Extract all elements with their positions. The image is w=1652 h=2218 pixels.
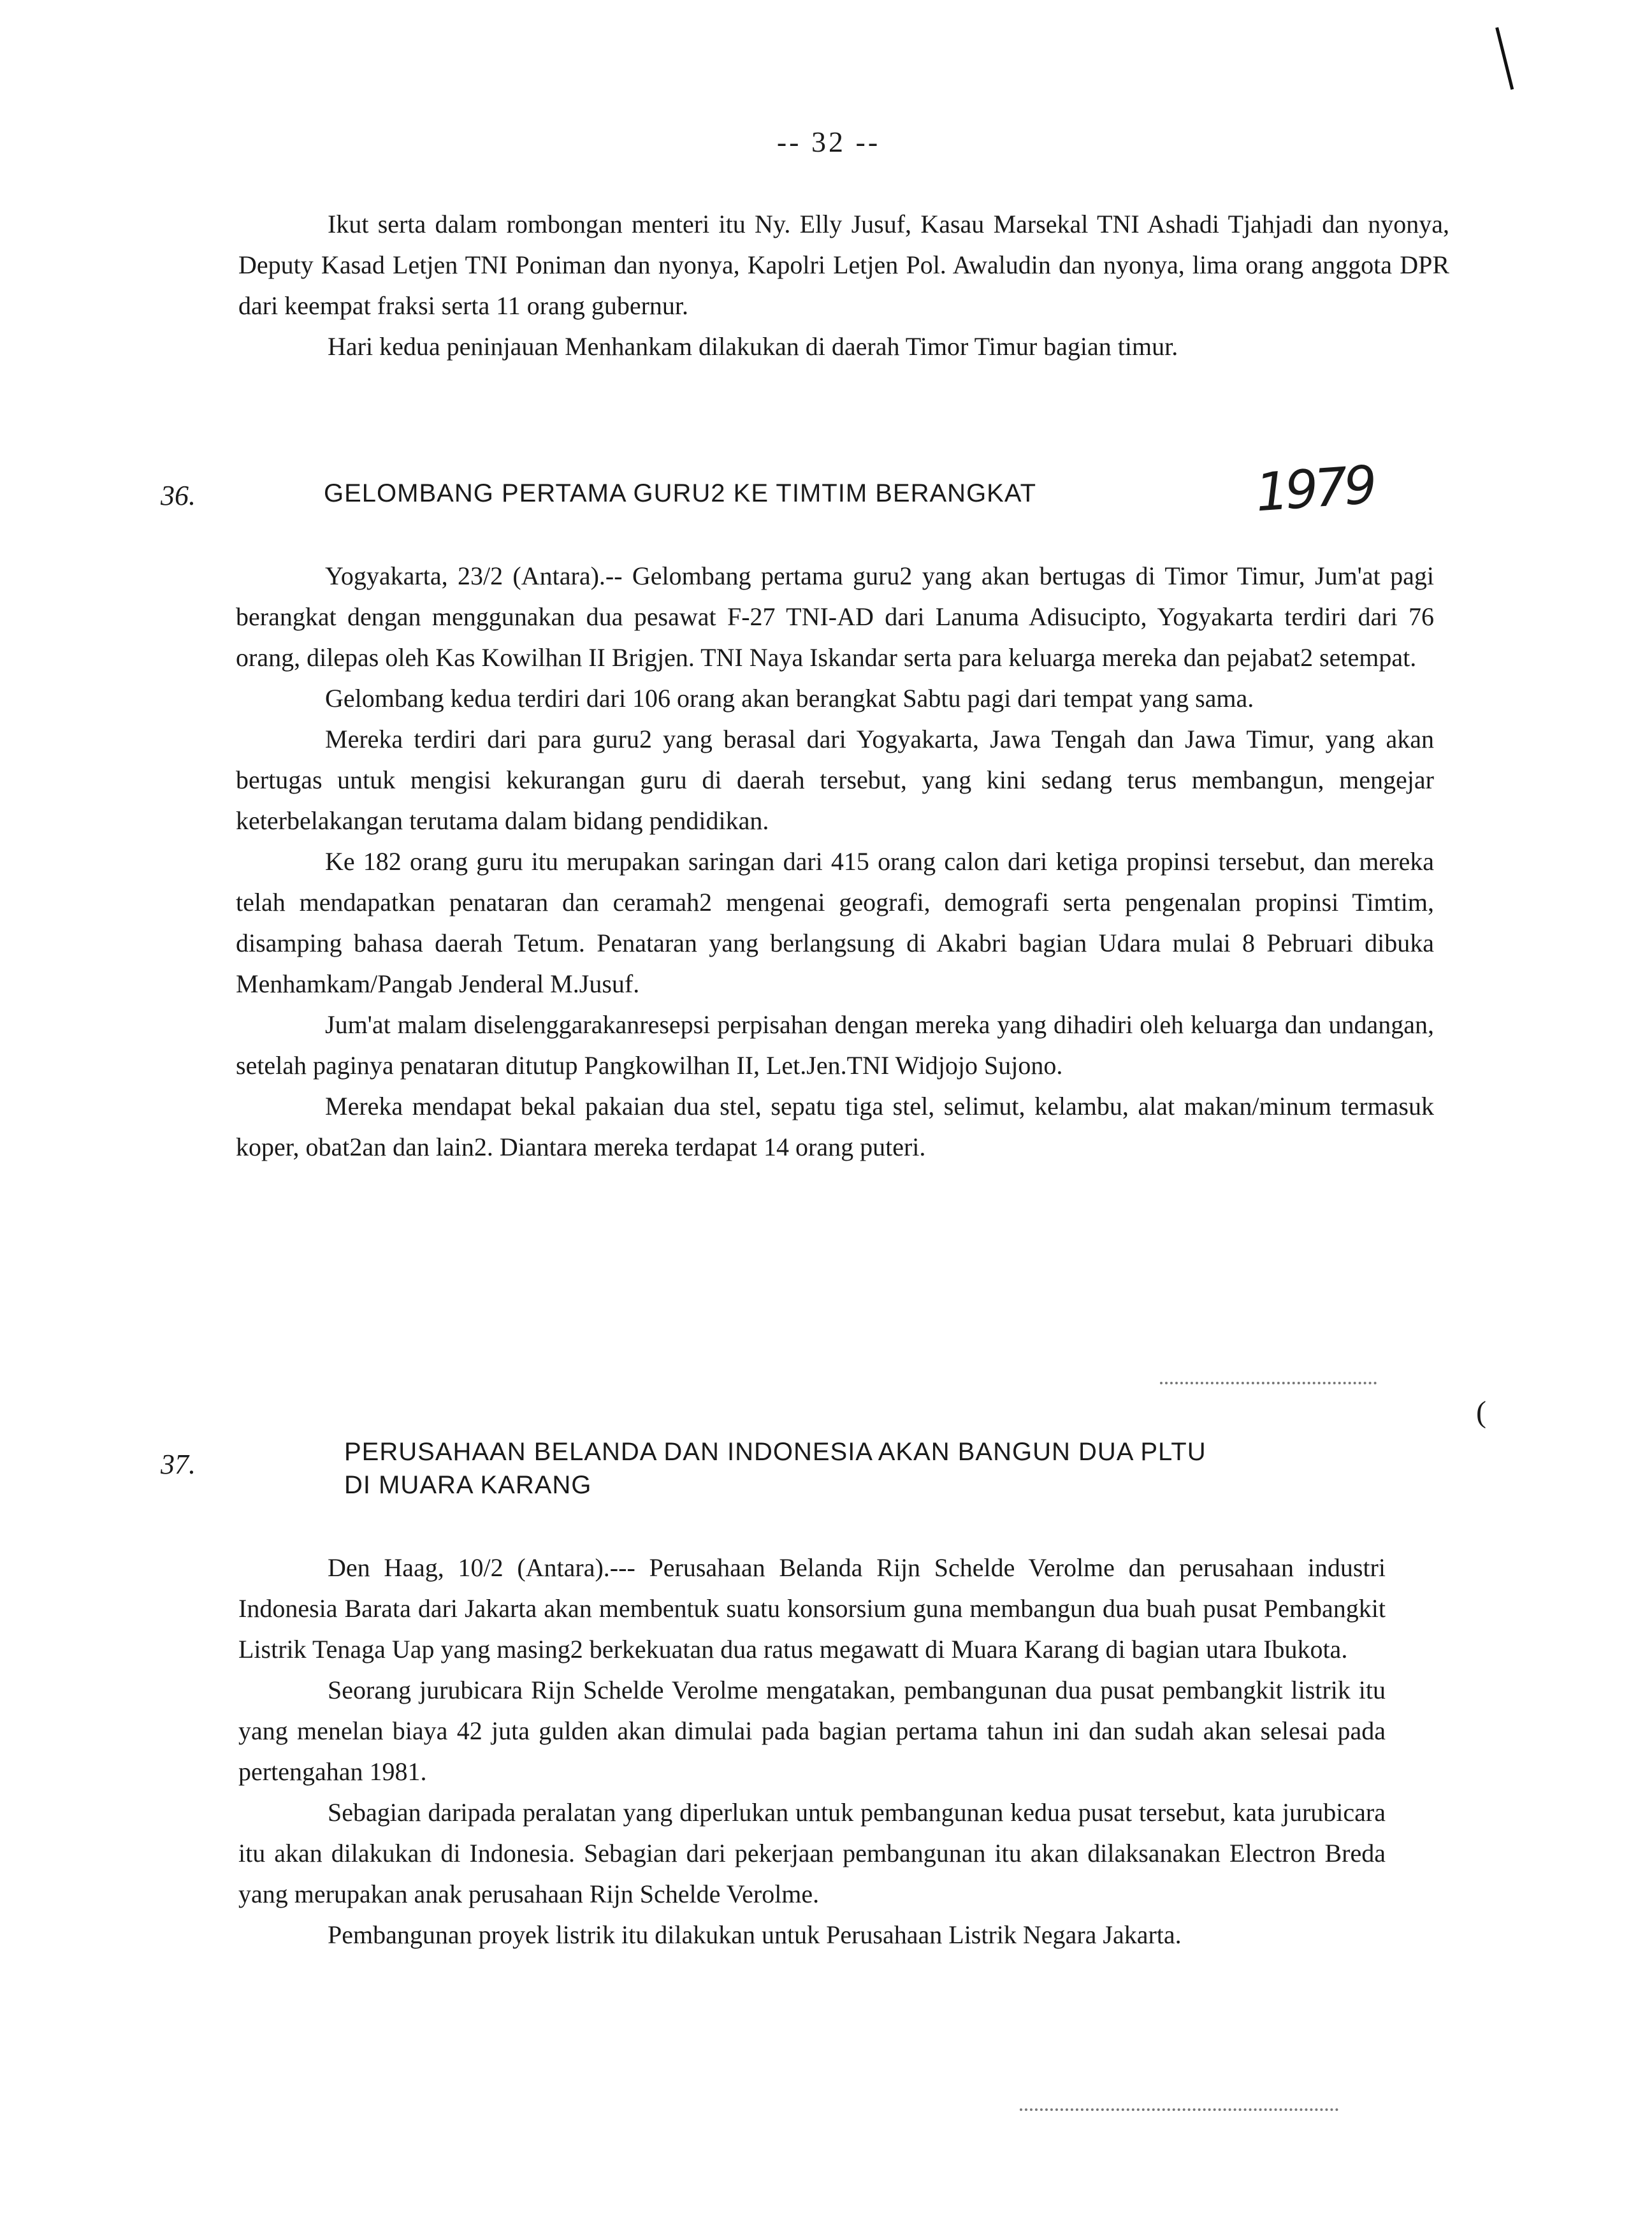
handwritten-year-note: 1979 [1253,454,1375,524]
article-number: 36. [161,480,196,511]
article-paragraph: Gelombang kedua terdiri dari 106 orang akan berangkat Sabtu pagi dari tempat yang sama. [325,684,1254,713]
intro-text [238,204,1449,367]
article-headline: GELOMBANG PERTAMA GURU2 KE TIMTIM BERANGKAT [324,479,1036,507]
article-body [236,556,1434,1168]
article-paragraph: Yogyakarta, 23/2 (Antara).-- Gelombang pertama guru2 yang akan bertugas di Timor Timur, Jum'at pagi berangkat dengan menggunakan dua pesawat F-27 TNI-AD dari Lanuma Adisucipto, Yogyakarta terdiri dari 76 orang, dilepas oleh Kas Kowilhan II Brigjen. TNI Naya Iskandar serta para keluarga mereka dan pejabat2 setempat. [236,562,1434,672]
intro-paragraph: Ikut serta dalam rombongan menteri itu Ny. Elly Jusuf, Kasau Marsekal TNI Ashadi Tjahjadi dan nyonya, Deputy Kasad Letjen TNI Poniman dan nyonya, Kapolri Letjen Pol. Awaludin dan nyonya, lima orang anggota DPR dari keempat fraksi serta 11 orang gubernur. [238,210,1449,320]
corner-pen-mark [1495,25,1523,90]
margin-mark: ( [1476,1395,1486,1429]
dotted-separator [1020,2108,1338,2111]
article-number: 37. [161,1449,196,1480]
intro-paragraph: Hari kedua peninjauan Menhankam dilakukan di daerah Timor Timur bagian timur. [328,332,1178,361]
article-paragraph: Pembangunan proyek listrik itu dilakukan untuk Perusahaan Listrik Negara Jakarta. [328,1920,1182,1949]
article-paragraph: Sebagian daripada peralatan yang diperlukan untuk pembangunan kedua pusat tersebut, kata jurubicara itu akan dilakukan di Indonesia. Sebagian dari pekerjaan pembangunan itu akan dilaksanakan Electron Breda yang merupakan anak perusahaan Rijn Schelde Verolme. [238,1798,1386,1908]
article-paragraph: Jum'at malam diselenggarakanresepsi perpisahan dengan mereka yang dihadiri oleh keluarga dan undangan, setelah paginya penataran ditutup Pangkowilhan II, Let.Jen.TNI Widjojo Sujono. [236,1010,1434,1080]
page-number: -- 32 -- [776,126,881,158]
article-paragraph: Mereka terdiri dari para guru2 yang berasal dari Yogyakarta, Jawa Tengah dan Jawa Timur, yang akan bertugas untuk mengisi kekurangan guru di daerah tersebut, yang kini sedang terus membangun, mengejar keterbelakangan terutama dalam bidang pendidikan. [236,725,1434,835]
article-paragraph: Mereka mendapat bekal pakaian dua stel, sepatu tiga stel, selimut, kelambu, alat makan/minum termasuk koper, obat2an dan lain2. Diantara mereka terdapat 14 orang puteri. [236,1092,1434,1161]
article-body [238,1548,1386,1955]
headline-line: DI MUARA KARANG [344,1471,592,1499]
article-paragraph: Ke 182 orang guru itu merupakan saringan dari 415 orang calon dari ketiga propinsi tersebut, dan mereka telah mendapatkan penataran dan ceramah2 mengenai geografi, demografi serta pengenalan propinsi Timtim, disamping bahasa daerah Tetum. Penataran yang berlangsung di Akabri bagian Udara mulai 8 Pebruari dibuka Menhamkam/Pangab Jenderal M.Jusuf. [236,847,1434,998]
article-paragraph: Den Haag, 10/2 (Antara).--- Perusahaan Belanda Rijn Schelde Verolme dan perusahaan industri Indonesia Barata dari Jakarta akan membentuk suatu konsorsium guna membangun dua buah pusat Pembangkit Listrik Tenaga Uap yang masing2 berkekuatan dua ratus megawatt di Muara Karang di bagian utara Ibukota. [238,1553,1386,1664]
headline-line: PERUSAHAAN BELANDA DAN INDONESIA AKAN BANGUN DUA PLTU [344,1438,1206,1466]
article-headline [344,1435,1428,1502]
article-paragraph: Seorang jurubicara Rijn Schelde Verolme mengatakan, pembangunan dua pusat pembangkit listrik itu yang menelan biaya 42 juta gulden akan dimulai pada bagian pertama tahun ini dan sudah akan selesai pada pertengahan 1981. [238,1676,1386,1786]
dotted-separator [1160,1382,1377,1384]
